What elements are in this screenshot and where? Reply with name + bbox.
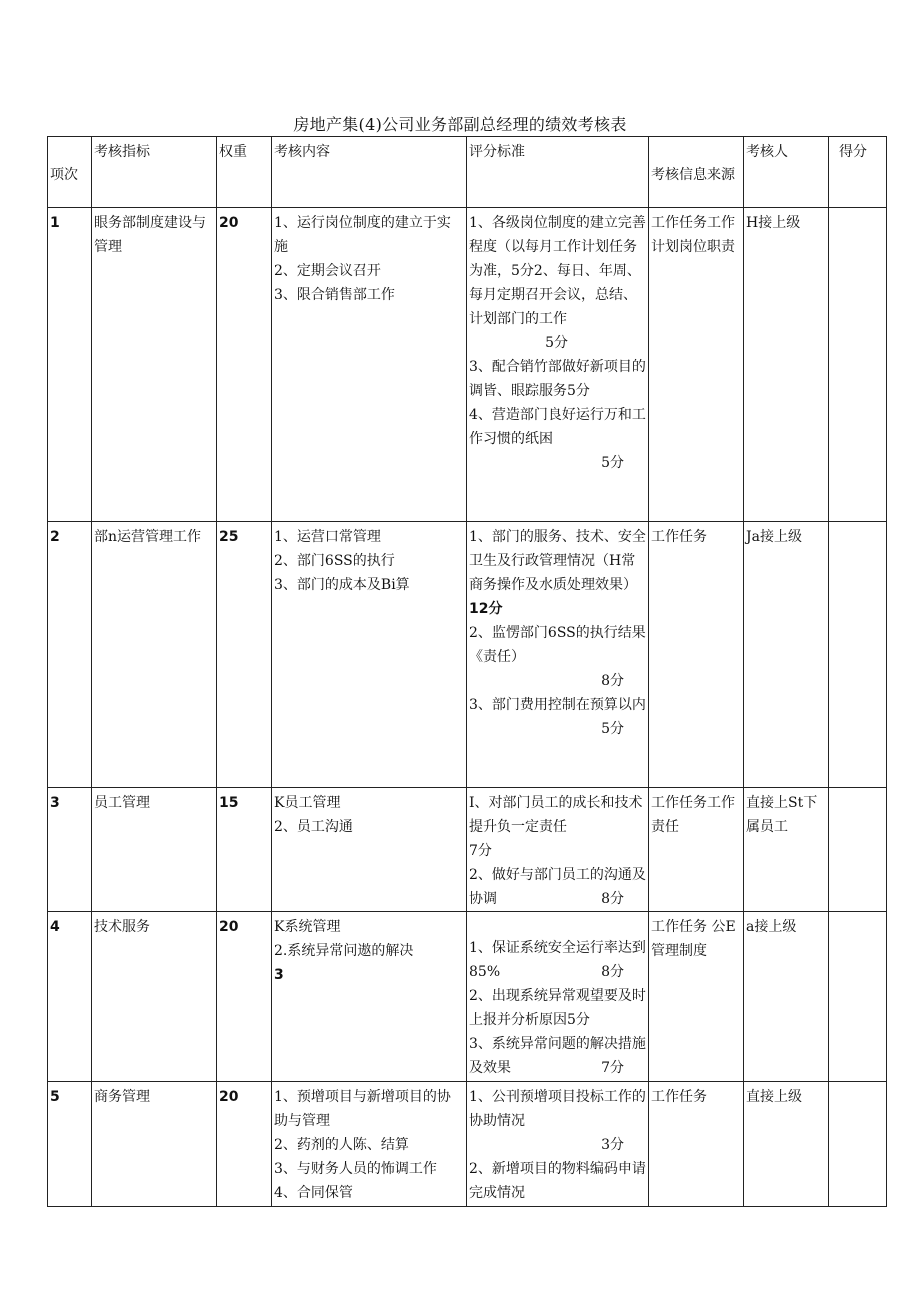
row-content (272, 522, 467, 788)
criteria-score: 8分 (601, 673, 624, 689)
row-assessor (744, 912, 829, 1082)
header-weight (217, 137, 272, 208)
row-assessor (744, 522, 829, 788)
row-criteria (467, 208, 649, 522)
row-score-value[interactable] (829, 912, 886, 915)
document-title: 房地产集(4)公司业务部副总经理的绩效考核表 (293, 115, 627, 134)
row-index-value: 1 (50, 215, 60, 231)
row-score[interactable] (829, 788, 887, 912)
row-score-value[interactable] (829, 1082, 886, 1085)
criteria-line: 2、出现系统异常观望要及时上报并分析原因5分 (469, 988, 646, 1028)
row-assessor-value: 直接上级 (746, 1089, 802, 1105)
table-row (48, 912, 887, 1082)
row-weight-value: 20 (219, 1089, 239, 1105)
row-score[interactable] (829, 522, 887, 788)
row-score-value[interactable] (829, 208, 886, 211)
row-criteria (467, 912, 649, 1082)
row-content (272, 208, 467, 522)
row-source (649, 788, 744, 912)
criteria-line: 3、配合销竹部做好新项目的调皆、眼踪服务5分 (469, 359, 646, 399)
row-indicator (92, 522, 217, 788)
criteria-line: 3、系统异常问题的解决措施及效果 (469, 1036, 646, 1076)
row-assessor (744, 208, 829, 522)
header-index (48, 137, 92, 208)
header-assessor-label: 考核人 (746, 144, 788, 160)
row-weight (217, 522, 272, 788)
criteria-score: 12分 (469, 601, 503, 617)
header-content (272, 137, 467, 208)
row-weight-value: 20 (219, 919, 239, 935)
header-source (649, 137, 744, 208)
row-source (649, 912, 744, 1082)
row-assessor (744, 1082, 829, 1207)
row-source (649, 1082, 744, 1207)
row-weight (217, 1082, 272, 1207)
criteria-line: 1、各级岗位制度的建立完善程度（以每月工作计划任务为准，5分2、每日、年周、每月定期召开会议，总结、计划部门的工作 (469, 215, 646, 327)
row-score[interactable] (829, 1082, 887, 1207)
content-line: K员工管理 (274, 795, 341, 811)
row-indicator (92, 788, 217, 912)
row-index-value: 3 (50, 795, 60, 811)
content-line: K系统管理 (274, 919, 341, 935)
row-source-value: 工作任务工作责任 (651, 795, 735, 835)
row-weight-value: 15 (219, 795, 239, 811)
header-score-label: 得分 (839, 144, 867, 160)
row-index (48, 1082, 92, 1207)
table-row (48, 1082, 887, 1207)
criteria-line: 1、部门的服务、技术、安全卫生及行政管理情况（H常商务操作及水质处理效果） (469, 529, 646, 593)
content-line: 2.系统异常问遨的解决 (274, 943, 414, 959)
table-row (48, 522, 887, 788)
row-assessor (744, 788, 829, 912)
content-line: 1、预增项目与新增项目的协助与管理 (274, 1089, 451, 1129)
criteria-line: 4、营造部门良好运行万和工作习惯的纸困 (469, 407, 646, 447)
header-source-label: 考核信息来源 (651, 167, 735, 183)
row-criteria (467, 1082, 649, 1207)
criteria-line: 3、部门费用控制在预算以内 (469, 697, 646, 713)
row-indicator (92, 912, 217, 1082)
criteria-line: 2、监愣部门6SS的执行结果《责任） (469, 625, 646, 665)
content-line: 3 (274, 967, 284, 983)
content-line: 3、限合销售部工作 (274, 287, 395, 303)
row-assessor-value: H接上级 (746, 215, 801, 231)
content-line: 1、运营口常管理 (274, 529, 381, 545)
performance-table (47, 136, 887, 1207)
header-assessor (744, 137, 829, 208)
row-weight-value: 25 (219, 529, 239, 545)
criteria-score: 5分 (601, 721, 624, 737)
row-score[interactable] (829, 912, 887, 1082)
row-source (649, 522, 744, 788)
row-index (48, 522, 92, 788)
row-weight (217, 788, 272, 912)
row-weight-value: 20 (219, 215, 239, 231)
row-index-value: 2 (50, 529, 60, 545)
criteria-line: 2、新增项目的物料编码申请完成情况 (469, 1161, 646, 1201)
row-source-value: 工作任务工作计划岗位职责 (651, 215, 735, 255)
criteria-line: 1、公刊预增项目投标工作的协助情况 (469, 1089, 646, 1129)
table-row (48, 788, 887, 912)
row-criteria (467, 788, 649, 912)
row-assessor-value: a接上级 (746, 919, 797, 935)
content-line: 2、定期会议召开 (274, 263, 381, 279)
row-indicator (92, 1082, 217, 1207)
row-indicator-value: 眼务部制度建设与管理 (94, 215, 206, 255)
header-indicator (92, 137, 217, 208)
header-criteria-label: 评分标准 (469, 144, 525, 160)
row-assessor-value: 直接上St下属员工 (746, 795, 818, 835)
header-weight-label: 权重 (219, 144, 247, 160)
row-index (48, 208, 92, 522)
row-source-value: 工作任务 (651, 1089, 707, 1105)
header-criteria (467, 137, 649, 208)
row-index (48, 788, 92, 912)
content-line: 2、部门6SS的执行 (274, 553, 395, 569)
header-row (48, 137, 887, 208)
criteria-score: 5分 (601, 455, 624, 471)
content-line: 3、部门的成本及Bi算 (274, 577, 410, 593)
row-weight (217, 208, 272, 522)
criteria-score: 3分 (601, 1137, 624, 1153)
row-indicator-value: 商务管理 (94, 1089, 150, 1105)
criteria-line: 2、做好与部门员工的沟通及协调 (469, 867, 646, 907)
header-indicator-label: 考核指标 (94, 144, 150, 160)
row-weight (217, 912, 272, 1082)
content-line: 1、运行岗位制度的建立于实施 (274, 215, 451, 255)
row-indicator-value: 员工管理 (94, 795, 150, 811)
row-content (272, 788, 467, 912)
content-line: 2、员工沟通 (274, 819, 353, 835)
criteria-line: I、对部门员工的成长和技术提升负一定责任 (469, 795, 643, 835)
criteria-score: 7分 (469, 843, 492, 859)
header-score (829, 137, 887, 208)
table-row (48, 208, 887, 522)
row-score[interactable] (829, 208, 887, 522)
row-assessor-value: Ja接上级 (746, 529, 802, 545)
row-indicator (92, 208, 217, 522)
header-content-label: 考核内容 (274, 144, 330, 160)
row-score-value[interactable] (829, 522, 886, 525)
criteria-score: 8分 (601, 964, 624, 980)
row-indicator-value: 部n运营管理工作 (94, 529, 202, 545)
criteria-line: 1、保证系统安全运行率达到85% (469, 940, 646, 980)
row-content (272, 912, 467, 1082)
row-source-value: 工作任务 公E管理制度 (651, 919, 736, 959)
row-index-value: 4 (50, 919, 60, 935)
row-content (272, 1082, 467, 1207)
row-source (649, 208, 744, 522)
row-indicator-value: 技术服务 (94, 919, 150, 935)
content-line: 4、合同保管 (274, 1185, 353, 1201)
row-index (48, 912, 92, 1082)
row-criteria (467, 522, 649, 788)
criteria-score: 8分 (601, 891, 624, 907)
header-index-label: 项次 (50, 167, 78, 183)
content-line: 2、药剂的人陈、结算 (274, 1137, 409, 1153)
criteria-score: 5分 (545, 335, 568, 351)
row-source-value: 工作任务 (651, 529, 707, 545)
row-score-value[interactable] (829, 788, 886, 791)
row-index-value: 5 (50, 1089, 60, 1105)
content-line: 3、与财务人员的怖调工作 (274, 1161, 437, 1177)
criteria-score: 7分 (601, 1060, 624, 1076)
